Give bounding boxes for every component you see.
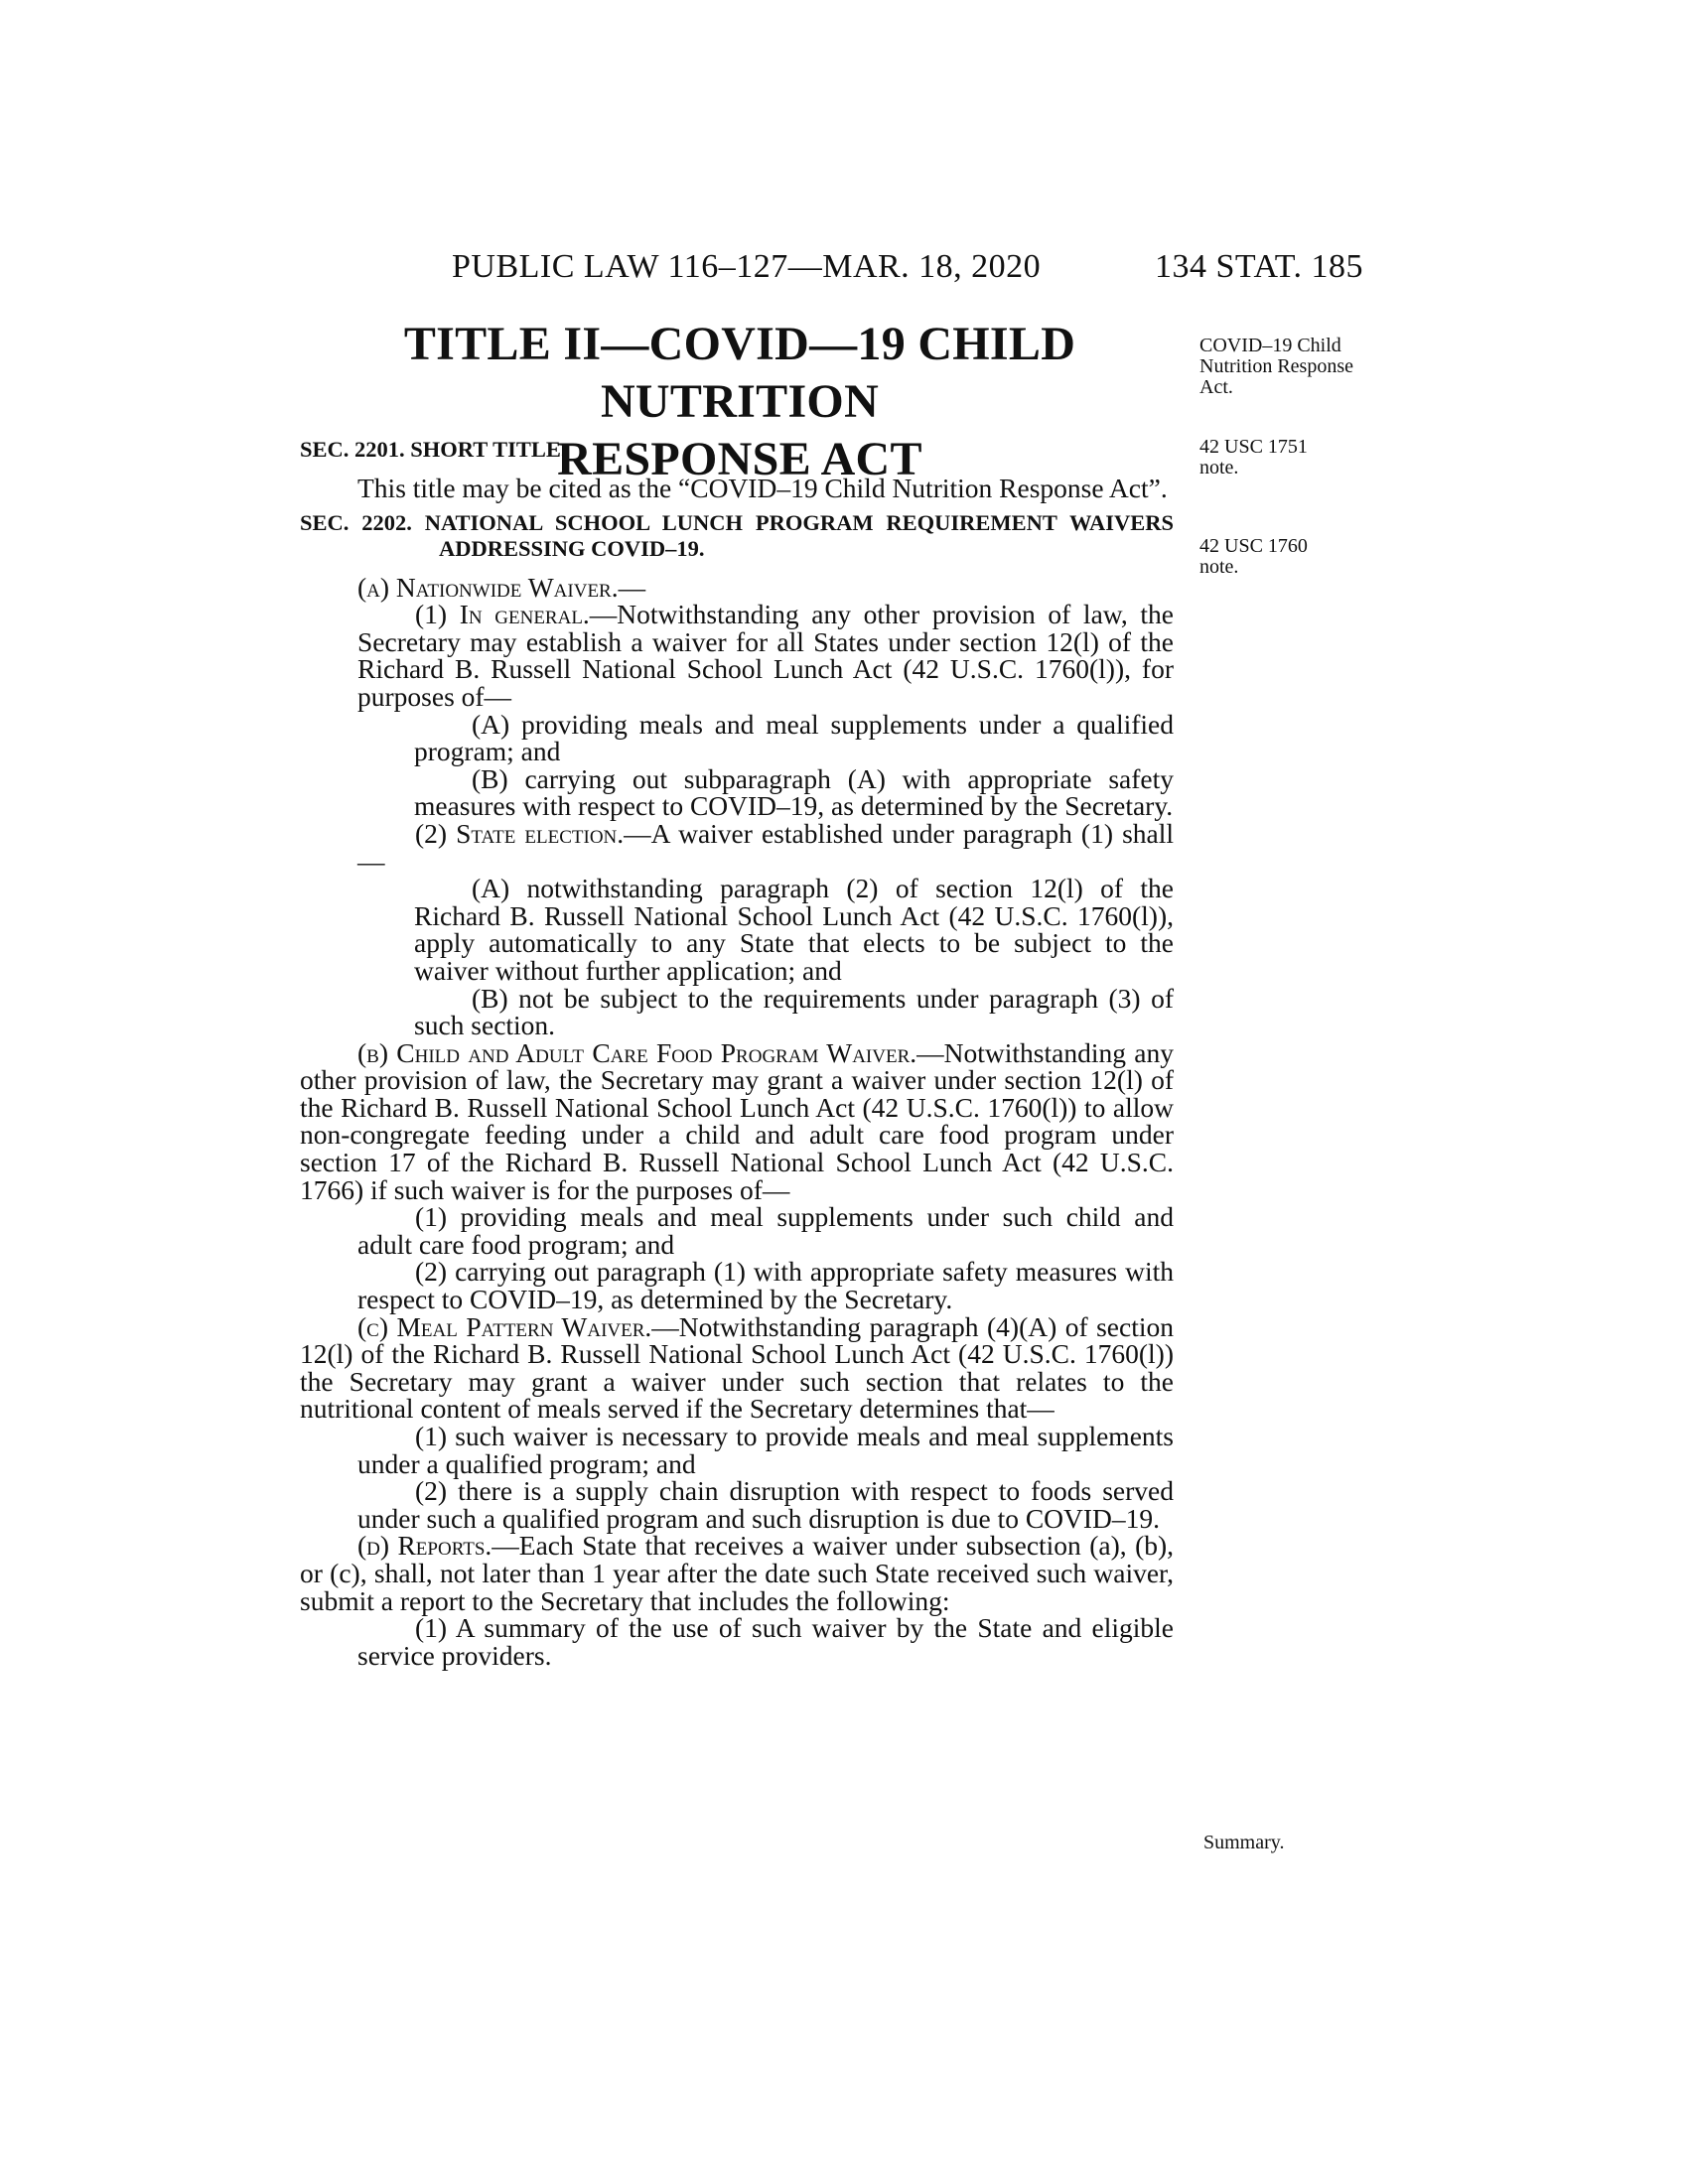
subsection-d-text: —Each State that receives a waiver under subsection (a), (b), or (c), shall, not later than 1 year after the date such State received such waiver, submit a report to the Secretary that includes the following: (300, 1530, 1175, 1616)
paragraph-a1-text: —Notwithstanding any other provision of law, the Secretary may establish a waiver for all States under section 12(l) of the Richard B. Russell National School Lunch Act (42 U.S.C. 1760(l)), for purposes of— (357, 599, 1174, 712)
subsection-c-heading: (c) Meal Pattern Waiver. (357, 1310, 652, 1342)
subsection-b-heading: (b) Child and Adult Care Food Program Waiver. (357, 1036, 917, 1068)
title-line-1: TITLE II—COVID—19 CHILD NUTRITION (403, 318, 1076, 428)
subsection-b (300, 1036, 1174, 1205)
paragraph-a2-heading: (2) State election. (415, 817, 625, 849)
paragraph-a1 (300, 601, 1174, 710)
subsection-d (300, 1532, 1174, 1614)
subsection-a-title: (a) Nationwide Waiver.— (357, 571, 646, 603)
document-body (300, 437, 1174, 1669)
paragraph-c1: (1) such waiver is necessary to provide meals and meal supplements under a qualified program; and (357, 1421, 1174, 1479)
section-2202-heading: SEC. 2202. NATIONAL SCHOOL LUNCH PROGRAM REQUIREMENT WAIVERS ADDRESSING COVID–19. (300, 509, 1174, 561)
section-2201-heading: SEC. 2201. SHORT TITLE. (300, 437, 567, 462)
subparagraph-a1B: (B) carrying out subparagraph (A) with appropriate safety measures with respect to COVID–19, as determined by the Secretary. (414, 762, 1174, 822)
subsection-c (300, 1310, 1174, 1425)
subparagraph-a2A: (A) notwithstanding paragraph (2) of section 12(l) of the Richard B. Russell National School Lunch Act (42 U.S.C. 1760(l)), apply automatically to any State that elects to be subject to the waiver without further application; and (414, 873, 1174, 986)
subparagraph-a1A: (A) providing meals and meal supplements under a qualified program; and (414, 708, 1174, 767)
statute-page-number: 134 STAT. 185 (1155, 248, 1363, 285)
margin-note-act-name: COVID–19 Child Nutrition Response Act. (1199, 335, 1353, 398)
margin-note-summary: Summary. (1203, 1832, 1285, 1853)
subparagraph-a2B: (B) not be subject to the requirements under paragraph (3) of such section. (414, 982, 1174, 1041)
title-line-2: RESPONSE ACT (557, 433, 922, 485)
running-header: PUBLIC LAW 116–127—MAR. 18, 2020 (452, 248, 1042, 285)
paragraph-c2: (2) there is a supply chain disruption with respect to foods served under such a qualified program and such disruption is due to COVID–19. (357, 1475, 1174, 1534)
paragraph-d1: (1) A summary of the use of such waiver by the State and eligible service providers. (357, 1612, 1174, 1671)
subsection-d-heading: (d) Reports. (357, 1530, 492, 1562)
paragraph-b2: (2) carrying out paragraph (1) with appropriate safety measures with respect to COVID–19, as determined by the Secretary. (357, 1256, 1174, 1315)
paragraph-a1-heading: (1) In general. (415, 599, 590, 630)
margin-note-usc-1760: 42 USC 1760 note. (1199, 535, 1308, 578)
subsection-b-text: —Notwithstanding any other provision of law, the Secretary may grant a waiver under section 12(l) of the Richard B. Russell National School Lunch Act (42 U.S.C. 1760(l)) to allow non-congregate feeding under a child and adult care food program under section 17 of the Richard B. Russell National School Lunch Act (42 U.S.C. 1766) if such waiver is for the purposes of— (300, 1036, 1174, 1205)
paragraph-a2 (300, 817, 1175, 877)
paragraph-b1: (1) providing meals and meal supplements under such child and adult care food program; and (357, 1201, 1174, 1260)
paragraph-a2-text: —A waiver established under paragraph (1) shall— (357, 817, 1175, 877)
subsection-c-text: —Notwithstanding paragraph (4)(A) of section 12(l) of the Richard B. Russell National School Lunch Act (42 U.S.C. 1760(l)) the Secretary may grant a waiver under such section that relates to the nutritional content of meals served if the Secretary determines that— (300, 1310, 1174, 1425)
subsection-a-heading (300, 571, 1174, 603)
section-2201-text: This title may be cited as the “COVID–19 Child Nutrition Response Act”. (357, 473, 1168, 503)
margin-note-usc-1751: 42 USC 1751 note. (1199, 436, 1308, 478)
